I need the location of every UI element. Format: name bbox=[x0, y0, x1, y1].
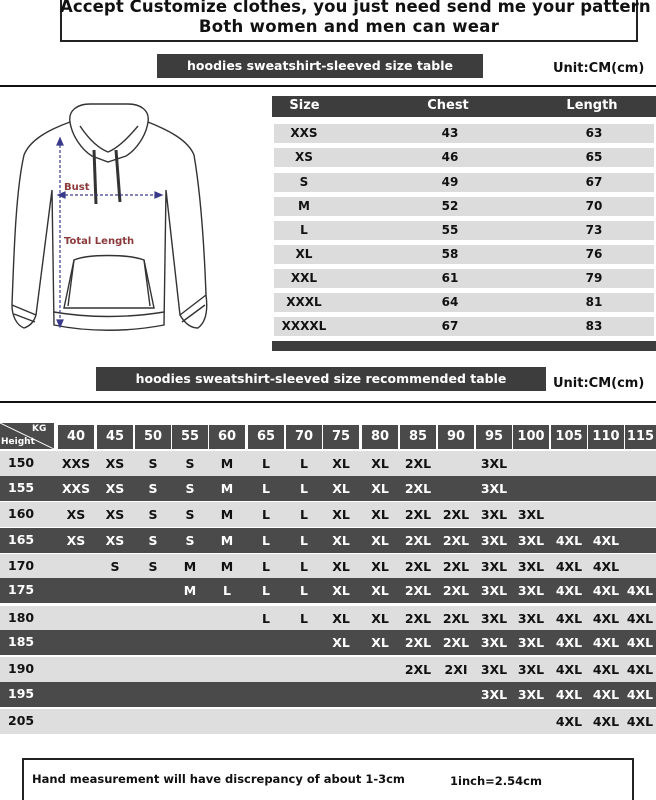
size-recommend-cell: XL bbox=[371, 481, 389, 496]
size-recommend-cell: 3XL bbox=[517, 611, 545, 626]
size-cell: M bbox=[298, 199, 310, 213]
length-cell: 65 bbox=[585, 150, 603, 164]
size-recommend-cell: 4XL bbox=[592, 583, 620, 598]
recommend-table-title: hoodies sweatshirt-sleeved size recommended table bbox=[96, 367, 546, 391]
kg-column-header: 105 bbox=[551, 425, 587, 449]
size-cell: L bbox=[300, 223, 308, 237]
size-recommend-cell: 4XL bbox=[555, 714, 583, 729]
kg-column-header: 40 bbox=[58, 425, 94, 449]
chest-cell: 64 bbox=[441, 295, 459, 309]
size-recommend-cell: 2XL bbox=[404, 611, 432, 626]
corner-height-label: Height bbox=[1, 437, 35, 447]
size-recommend-cell: 2XL bbox=[442, 507, 470, 522]
length-cell: 79 bbox=[585, 271, 603, 285]
size-table-unit: Unit:CM(cm) bbox=[553, 61, 645, 76]
size-cell: XXS bbox=[290, 126, 318, 140]
size-recommend-cell: 4XL bbox=[592, 559, 620, 574]
size-recommend-cell: 4XL bbox=[555, 583, 583, 598]
size-cell: XXXXL bbox=[281, 319, 327, 333]
header-chest: Chest bbox=[427, 98, 469, 113]
recommend-row bbox=[0, 554, 656, 579]
kg-column-header: 65 bbox=[248, 425, 284, 449]
size-recommend-cell: XS bbox=[105, 507, 125, 522]
size-row bbox=[274, 221, 654, 240]
length-cell: 67 bbox=[585, 175, 603, 189]
size-table-title: hoodies sweatshirt-sleeved size table bbox=[157, 54, 483, 78]
size-recommend-cell: S bbox=[148, 507, 158, 522]
recommend-row bbox=[0, 709, 656, 734]
size-recommend-cell: 2XL bbox=[404, 481, 432, 496]
size-recommend-cell: 4XL bbox=[626, 635, 654, 650]
size-recommend-cell: 2XL bbox=[442, 635, 470, 650]
header-length: Length bbox=[566, 98, 618, 113]
height-cell: 180 bbox=[8, 610, 35, 625]
size-recommend-cell: 2XL bbox=[404, 456, 432, 471]
kg-column-header: 50 bbox=[135, 425, 171, 449]
corner-kg-label: KG bbox=[32, 424, 47, 434]
height-cell: 190 bbox=[8, 661, 35, 676]
size-recommend-cell: S bbox=[148, 533, 158, 548]
size-row bbox=[274, 245, 654, 264]
size-cell: S bbox=[299, 175, 309, 189]
size-row bbox=[274, 173, 654, 192]
size-recommend-cell: XS bbox=[66, 533, 86, 548]
size-recommend-cell: 2XL bbox=[442, 583, 470, 598]
size-recommend-cell: XL bbox=[371, 611, 389, 626]
size-recommend-cell: L bbox=[262, 507, 270, 522]
size-row bbox=[274, 197, 654, 216]
size-recommend-cell: 4XL bbox=[555, 687, 583, 702]
size-cell: XXXL bbox=[286, 295, 322, 309]
size-cell: XL bbox=[295, 247, 313, 261]
size-recommend-cell: L bbox=[262, 456, 270, 471]
size-recommend-cell: M bbox=[220, 481, 234, 496]
size-recommend-cell: XL bbox=[332, 507, 350, 522]
size-recommend-cell: XL bbox=[332, 533, 350, 548]
size-recommend-cell: 4XL bbox=[626, 611, 654, 626]
size-recommend-cell: XS bbox=[105, 533, 125, 548]
recommend-row bbox=[0, 606, 656, 631]
size-recommend-cell: S bbox=[185, 481, 195, 496]
size-recommend-cell: XL bbox=[371, 583, 389, 598]
size-recommend-cell: L bbox=[262, 533, 270, 548]
size-cell: XXL bbox=[290, 271, 318, 285]
recommend-table-unit: Unit:CM(cm) bbox=[553, 376, 645, 391]
size-table-footer-bar bbox=[272, 341, 656, 351]
size-recommend-cell: M bbox=[220, 456, 234, 471]
size-recommend-cell: 4XL bbox=[626, 662, 654, 677]
chest-cell: 43 bbox=[441, 126, 459, 140]
size-recommend-cell: 2XI bbox=[444, 662, 468, 677]
kg-column-header: 70 bbox=[286, 425, 322, 449]
size-row bbox=[274, 124, 654, 143]
recommend-row bbox=[0, 657, 656, 682]
size-recommend-cell: S bbox=[148, 456, 158, 471]
size-row bbox=[274, 269, 654, 288]
size-recommend-cell: XL bbox=[332, 456, 350, 471]
size-recommend-cell: 4XL bbox=[592, 611, 620, 626]
size-recommend-cell: 3XL bbox=[480, 662, 508, 677]
size-recommend-cell: XS bbox=[105, 456, 125, 471]
size-recommend-cell: XL bbox=[332, 559, 350, 574]
header-line-1: Accept Customize clothes, you just need send me your pattern bbox=[60, 0, 651, 16]
size-recommend-cell: XS bbox=[66, 507, 86, 522]
chest-cell: 58 bbox=[441, 247, 459, 261]
size-recommend-cell: XL bbox=[332, 481, 350, 496]
kg-column-header: 60 bbox=[209, 425, 245, 449]
divider-top bbox=[0, 85, 656, 87]
kg-column-header: 75 bbox=[323, 425, 359, 449]
size-recommend-cell: 3XL bbox=[517, 662, 545, 677]
kg-column-header: 95 bbox=[476, 425, 512, 449]
recommend-row bbox=[0, 682, 656, 707]
size-recommend-cell: M bbox=[220, 559, 234, 574]
size-recommend-cell: 4XL bbox=[555, 635, 583, 650]
size-row bbox=[274, 317, 654, 336]
size-recommend-cell: XL bbox=[332, 583, 350, 598]
chest-cell: 55 bbox=[441, 223, 459, 237]
size-recommend-cell: 4XL bbox=[592, 662, 620, 677]
size-recommend-cell: 3XL bbox=[480, 533, 508, 548]
size-recommend-cell: XL bbox=[371, 559, 389, 574]
size-recommend-cell: M bbox=[183, 559, 197, 574]
size-recommend-cell: L bbox=[300, 456, 308, 471]
size-recommend-cell: 2XL bbox=[404, 662, 432, 677]
size-recommend-cell: L bbox=[300, 533, 308, 548]
size-recommend-cell: 4XL bbox=[626, 714, 654, 729]
size-recommend-cell: S bbox=[185, 507, 195, 522]
size-recommend-cell: 2XL bbox=[404, 507, 432, 522]
size-recommend-cell: 3XL bbox=[517, 635, 545, 650]
divider-middle bbox=[0, 401, 656, 403]
length-cell: 76 bbox=[585, 247, 603, 261]
size-recommend-cell: M bbox=[220, 507, 234, 522]
size-table-header bbox=[272, 96, 656, 117]
bust-label: Bust bbox=[64, 182, 90, 193]
footer-inch: 1inch=2.54cm bbox=[450, 774, 542, 788]
size-recommend-cell: 3XL bbox=[517, 533, 545, 548]
kg-column-header: 55 bbox=[172, 425, 208, 449]
size-recommend-cell: 4XL bbox=[592, 687, 620, 702]
size-recommend-cell: 4XL bbox=[626, 687, 654, 702]
height-cell: 160 bbox=[8, 506, 35, 521]
size-recommend-cell: S bbox=[110, 559, 120, 574]
size-recommend-cell: S bbox=[148, 559, 158, 574]
size-recommend-cell: 3XL bbox=[480, 635, 508, 650]
kg-column-header: 85 bbox=[400, 425, 436, 449]
height-cell: 195 bbox=[8, 686, 35, 701]
size-recommend-cell: 2XL bbox=[442, 559, 470, 574]
size-recommend-cell: XL bbox=[332, 611, 350, 626]
chest-cell: 61 bbox=[441, 271, 459, 285]
recommend-row bbox=[0, 451, 656, 476]
size-recommend-cell: L bbox=[262, 559, 270, 574]
size-recommend-cell: 3XL bbox=[480, 687, 508, 702]
height-cell: 170 bbox=[8, 558, 35, 573]
size-recommend-cell: L bbox=[300, 481, 308, 496]
size-recommend-cell: 3XL bbox=[480, 559, 508, 574]
size-recommend-cell: 2XL bbox=[404, 583, 432, 598]
kg-column-header: 100 bbox=[513, 425, 549, 449]
height-cell: 155 bbox=[8, 480, 35, 495]
height-cell: 165 bbox=[8, 532, 35, 547]
size-row bbox=[274, 148, 654, 167]
size-recommend-cell: L bbox=[300, 583, 308, 598]
length-cell: 73 bbox=[585, 223, 603, 237]
size-recommend-cell: 4XL bbox=[626, 583, 654, 598]
height-cell: 205 bbox=[8, 713, 35, 728]
size-recommend-cell: L bbox=[300, 559, 308, 574]
kg-column-header: 115 bbox=[625, 425, 656, 449]
size-recommend-cell: S bbox=[148, 481, 158, 496]
size-recommend-cell: L bbox=[300, 507, 308, 522]
kg-column-header: 90 bbox=[438, 425, 474, 449]
size-recommend-cell: 3XL bbox=[480, 456, 508, 471]
size-recommend-cell: S bbox=[185, 456, 195, 471]
size-recommend-cell: 3XL bbox=[517, 687, 545, 702]
chest-cell: 46 bbox=[441, 150, 459, 164]
size-recommend-cell: 4XL bbox=[592, 533, 620, 548]
size-recommend-cell: XXS bbox=[61, 456, 91, 471]
size-recommend-cell: 4XL bbox=[592, 714, 620, 729]
size-recommend-cell: XL bbox=[371, 456, 389, 471]
kg-column-header: 80 bbox=[362, 425, 398, 449]
size-recommend-cell: S bbox=[185, 533, 195, 548]
header-line-2: Both women and men can wear bbox=[198, 17, 500, 36]
size-recommend-cell: 3XL bbox=[480, 481, 508, 496]
size-recommend-cell: XL bbox=[332, 635, 350, 650]
size-recommend-cell: 3XL bbox=[517, 583, 545, 598]
length-cell: 83 bbox=[585, 319, 603, 333]
footer-note: Hand measurement will have discrepancy of about 1-3cm bbox=[32, 772, 405, 786]
size-recommend-cell: XS bbox=[105, 481, 125, 496]
recommend-row bbox=[0, 528, 656, 553]
size-cell: XS bbox=[295, 150, 313, 164]
size-recommend-cell: 3XL bbox=[517, 507, 545, 522]
size-recommend-cell: 4XL bbox=[555, 662, 583, 677]
size-recommend-cell: L bbox=[300, 611, 308, 626]
kg-column-header: 45 bbox=[97, 425, 133, 449]
height-cell: 185 bbox=[8, 634, 35, 649]
total-length-label: Total Length bbox=[64, 236, 135, 247]
size-recommend-cell: 3XL bbox=[480, 507, 508, 522]
recommend-row bbox=[0, 630, 656, 655]
size-recommend-cell: L bbox=[223, 583, 231, 598]
size-recommend-cell: M bbox=[183, 583, 197, 598]
size-recommend-cell: 2XL bbox=[442, 611, 470, 626]
size-recommend-cell: XL bbox=[371, 533, 389, 548]
chest-cell: 67 bbox=[441, 319, 459, 333]
size-recommend-cell: XL bbox=[371, 507, 389, 522]
hoodie-illustration bbox=[8, 100, 213, 350]
height-cell: 150 bbox=[8, 455, 35, 470]
length-cell: 63 bbox=[585, 126, 603, 140]
size-recommend-cell: 2XL bbox=[404, 635, 432, 650]
header-size: Size bbox=[289, 98, 320, 113]
size-recommend-cell: 4XL bbox=[555, 611, 583, 626]
size-recommend-cell: M bbox=[220, 533, 234, 548]
length-cell: 81 bbox=[585, 295, 603, 309]
recommend-row bbox=[0, 476, 656, 501]
size-row bbox=[274, 293, 654, 312]
chest-cell: 49 bbox=[441, 175, 459, 189]
size-recommend-cell: 3XL bbox=[480, 611, 508, 626]
kg-column-header: 110 bbox=[588, 425, 624, 449]
size-recommend-cell: 4XL bbox=[592, 635, 620, 650]
size-recommend-cell: XXS bbox=[61, 481, 91, 496]
size-recommend-cell: L bbox=[262, 583, 270, 598]
length-cell: 70 bbox=[585, 199, 603, 213]
size-recommend-cell: L bbox=[262, 481, 270, 496]
size-recommend-cell: 2XL bbox=[404, 533, 432, 548]
size-recommend-cell: 2XL bbox=[404, 559, 432, 574]
height-cell: 175 bbox=[8, 582, 35, 597]
chest-cell: 52 bbox=[441, 199, 459, 213]
size-recommend-cell: XL bbox=[371, 635, 389, 650]
size-recommend-cell: 4XL bbox=[555, 559, 583, 574]
size-recommend-cell: L bbox=[262, 611, 270, 626]
size-recommend-cell: 3XL bbox=[480, 583, 508, 598]
size-recommend-cell: 2XL bbox=[442, 533, 470, 548]
size-recommend-cell: 3XL bbox=[517, 559, 545, 574]
size-recommend-cell: 4XL bbox=[555, 533, 583, 548]
recommend-row bbox=[0, 578, 656, 603]
recommend-row bbox=[0, 502, 656, 527]
